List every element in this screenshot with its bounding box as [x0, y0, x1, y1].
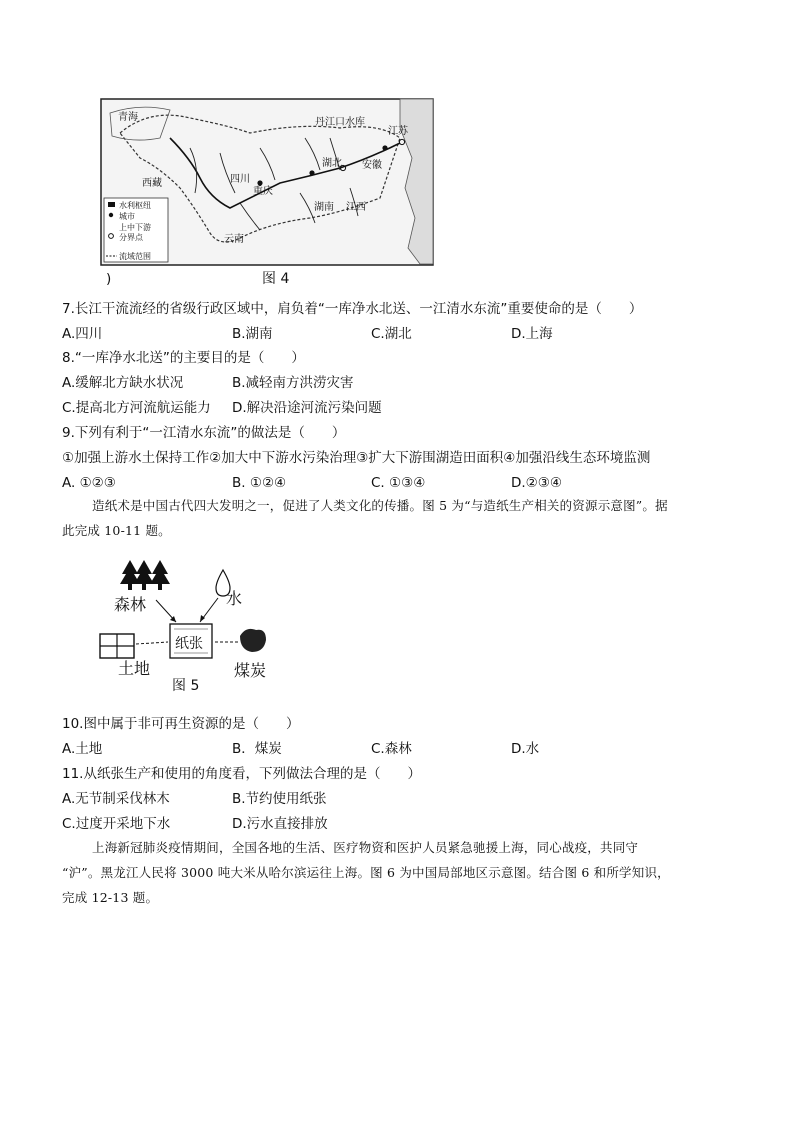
question-8-option-a: A.缓解北方缺水状况 [62, 375, 184, 391]
fig5-label-forest: 森林 [114, 595, 147, 614]
map-label-jiangxi: 江西 [346, 202, 366, 213]
question-7-option-a: A.四川 [62, 326, 103, 342]
question-7-option-d: D.上海 [511, 326, 553, 342]
question-9-statements: ①加强上游水土保持工作②加大中下游水污染治理③扩大下游围湖造田面积④加强沿线生态环境监测 [62, 450, 651, 466]
question-11-option-b: B.节约使用纸张 [232, 791, 327, 807]
question-9-option-a: A. ①②③ [62, 475, 116, 491]
figure-5-caption: 图 5 [172, 678, 200, 694]
legend-basin: 流域范围 [119, 252, 151, 261]
question-10-stem: 10.图中属于非可再生资源的是（ ） [62, 716, 300, 732]
question-8-option-c: C.提高北方河流航运能力 [62, 400, 211, 416]
legend-reach-boundary-2: 分界点 [119, 233, 143, 242]
question-7-option-c: C.湖北 [371, 326, 412, 342]
legend-water-project: 水利枢纽 [119, 201, 151, 210]
legend-city: 城市 [119, 212, 135, 221]
tree-icon [120, 560, 170, 590]
question-7-stem: 7.长江干流流经的省级行政区域中，肩负着“一库净水北送、一江清水东流”重要使命的是（ ） [62, 301, 643, 317]
question-9-stem: 9.下列有利于“一江清水东流”的做法是（ ） [62, 425, 346, 441]
figure-4-caption: 图 4 [262, 271, 290, 287]
passage-1-line-1: 造纸术是中国古代四大发明之一，促进了人类文化的传播。图 5 为“与造纸生产相关的资源示意图”。据 [92, 498, 668, 513]
fig5-label-coal: 煤炭 [234, 661, 267, 680]
question-7-option-b: B.湖南 [232, 326, 273, 342]
fig5-label-land: 土地 [118, 659, 151, 678]
map-label-chongqing: 重庆 [253, 186, 273, 197]
passage-2-line-3: 完成 12-13 题。 [62, 890, 159, 905]
map-label-hubei: 湖北 [322, 158, 342, 169]
yangtze-basin-map [100, 98, 434, 266]
map-label-hunan: 湖南 [314, 202, 334, 213]
passage-2-line-1: 上海新冠肺炎疫情期间，全国各地的生活、医疗物资和医护人员紧急驰援上海，同心战疫，共同守 [92, 840, 639, 855]
question-9-option-c: C. ①③④ [371, 475, 426, 491]
figure-4 [100, 98, 434, 266]
question-11-option-a: A.无节制采伐林木 [62, 791, 170, 807]
question-10-option-b: B．煤炭 [232, 741, 282, 757]
question-10-option-d: D.水 [511, 741, 540, 757]
map-label-qinghai: 青海 [118, 112, 138, 123]
map-label-yunnan: 云南 [224, 234, 244, 245]
figure-5 [96, 556, 270, 696]
legend-reach-boundary-1: 上中下游 [119, 223, 151, 232]
question-10-option-a: A.土地 [62, 741, 103, 757]
map-label-anhui: 安徽 [362, 160, 382, 171]
map-label-sichuan: 四川 [230, 174, 250, 185]
question-10-option-c: C.森林 [371, 741, 412, 757]
question-8-stem: 8.“一库净水北送”的主要目的是（ ） [62, 350, 305, 366]
question-11-option-c: C.过度开采地下水 [62, 816, 171, 832]
map-label-jiangsu: 江苏 [388, 126, 408, 137]
question-9-option-b: B. ①②④ [232, 475, 287, 491]
question-8-option-b: B.减轻南方洪涝灾害 [232, 375, 354, 391]
passage-1-line-2: 此完成 10-11 题。 [62, 523, 171, 538]
question-8-option-d: D.解决沿途河流污染问题 [232, 400, 382, 416]
fig5-label-water: 水 [226, 589, 243, 608]
paper-resources-diagram [96, 556, 270, 696]
passage-2-line-2: “沪”。黑龙江人民将 3000 吨大米从哈尔滨运往上海。图 6 为中国局部地区示意图。结合图 6 和所学知识， [62, 865, 670, 880]
question-11-option-d: D.污水直接排放 [232, 816, 328, 832]
figure-4-left-mark: ) [106, 271, 112, 287]
map-label-xizang: 西藏 [142, 178, 162, 189]
question-9-option-d: D.②③④ [511, 475, 562, 491]
question-11-stem: 11.从纸张生产和使用的角度看，下列做法合理的是（ ） [62, 766, 421, 782]
fig5-label-paper: 纸张 [175, 636, 203, 652]
map-label-danjiangkou: 丹江口水库 [315, 117, 365, 128]
